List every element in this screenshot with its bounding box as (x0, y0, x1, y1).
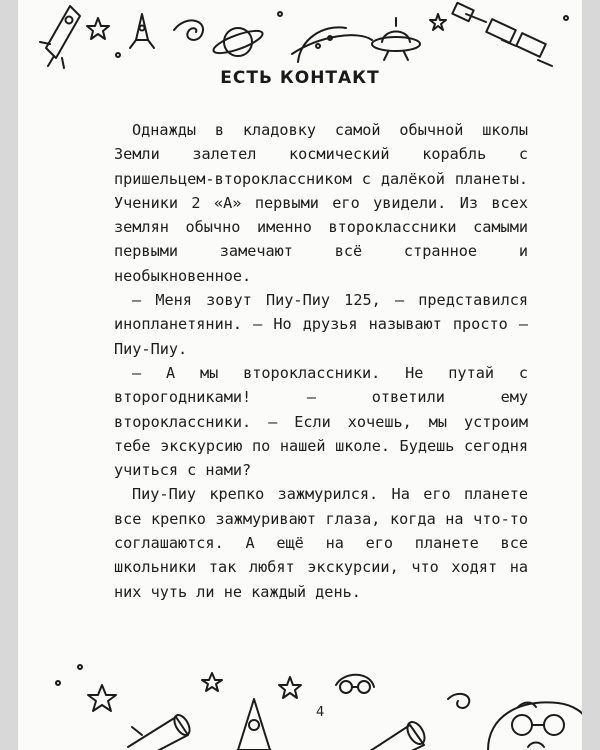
star-icon (430, 14, 446, 30)
telescope-icon (128, 712, 193, 750)
alien-face-icon (488, 702, 582, 750)
spiral-icon (448, 694, 469, 708)
star-icon (88, 685, 116, 711)
star-icon (202, 673, 222, 691)
swirl-icon (174, 20, 203, 39)
top-doodle-border (18, 0, 582, 75)
dot-icon (56, 681, 60, 685)
dot-icon (116, 53, 120, 57)
rocket-icon (130, 14, 154, 48)
dot-icon (278, 12, 282, 16)
rocket-icon (230, 699, 278, 750)
telescope-icon (364, 719, 428, 750)
satellite-icon (452, 3, 552, 66)
dot-icon (564, 16, 568, 20)
planet-icon (211, 27, 265, 58)
moon-icon (336, 675, 374, 693)
star-icon (279, 677, 301, 698)
star-icon (87, 18, 109, 39)
paragraph: — А мы второклассники. Не путай с второгодниками! — ответили ему второклассники. — Если хочешь, мы устроим тебе экскурсию по нашей школе. Будешь сегодня учиться с нами? (114, 363, 528, 480)
dot-icon (78, 665, 82, 669)
ufo-icon (372, 18, 420, 60)
page-number: 4 (316, 705, 325, 720)
paragraph: Пиу-Пиу крепко зажмурился. На его планете все крепко зажмуривают глаза, когда на что-то соглашаются. А ещё на его планете все школьники так любят экскурсии, что ходят на них чуть ли не каждый день. (114, 485, 528, 601)
bottom-doodle-border (18, 655, 582, 750)
paragraph: — Меня зовут Пиу-Пиу 125, — представился инопланетянин. — Но друзья называют просто — Пиу-Пиу. (114, 291, 528, 358)
paragraph: Однажды в кладовку самой обычной школы Земли залетел космический корабль с пришельцем-второклассником с далёкой планеты. Ученики 2 «А» первыми его увидели. Из всех землян обычно именно второклассники самыми первыми замечают всё странное и необыкновенное. (114, 121, 528, 285)
book-page (18, 0, 582, 750)
rocket-icon (40, 6, 80, 68)
story-text (114, 118, 528, 604)
chapter-title: ЕСТЬ КОНТАКТ (220, 68, 380, 88)
planet-icon (292, 27, 372, 62)
